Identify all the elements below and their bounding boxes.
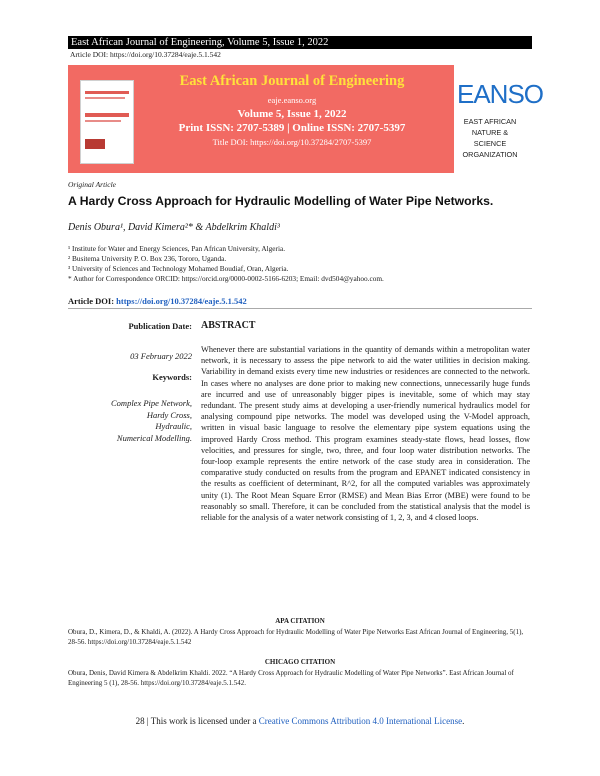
org-line: SCIENCE xyxy=(473,139,507,148)
license-prefix: This work is licensed under a xyxy=(150,716,259,726)
affiliation-item: ² Busitema University P. O. Box 236, Tororo, Uganda. xyxy=(68,254,227,263)
banner-url[interactable]: eaje.eanso.org xyxy=(267,95,317,105)
chicago-citation-text: Obura, Denis, David Kimera & Abdelkrim Khaldi. 2022. “A Hardy Cross Approach for Hydraulic Modelling of Water Pipe Networks”. East African Journal of Engineering 5 (1), 28-56. https://doi.org/10.37284/eaje.5.1.542. xyxy=(68,669,514,687)
journal-cover-image xyxy=(80,80,134,164)
article-authors: Denis Obura¹, David Kimera²* & Abdelkrim Khaldi³ xyxy=(68,222,280,233)
page-number: 28 xyxy=(135,716,145,726)
organization-name xyxy=(456,116,524,160)
affiliation-item: ³ University of Sciences and Technology Mohamed Boudiaf, Oran, Algeria. xyxy=(68,264,289,273)
banner-text xyxy=(130,65,454,147)
article-doi-link[interactable]: https://doi.org/10.37284/eaje.5.1.542 xyxy=(116,296,247,306)
article-meta xyxy=(68,321,192,444)
license-link[interactable]: Creative Commons Attribution 4.0 International License xyxy=(258,716,463,726)
affiliation-item: * Author for Correspondence ORCID: https://orcid.org/0000-0002-5166-6203; Email: dvd504@yahoo.com. xyxy=(68,274,384,283)
org-line: EAST AFRICAN xyxy=(463,117,517,126)
abstract-heading: ABSTRACT xyxy=(201,320,256,331)
org-line: NATURE & xyxy=(471,128,509,137)
keywords-list xyxy=(68,398,192,444)
keyword: Hydraulic, xyxy=(155,421,192,431)
keywords-label: Keywords: xyxy=(152,372,192,382)
divider xyxy=(68,308,532,309)
page-footer xyxy=(0,716,600,726)
eanso-logo xyxy=(457,79,544,109)
keyword: Numerical Modelling. xyxy=(116,432,192,443)
banner-issn: Print ISSN: 2707-5389 | Online ISSN: 2707-5397 xyxy=(178,122,406,134)
article-title: A Hardy Cross Approach for Hydraulic Modelling of Water Pipe Networks. xyxy=(68,194,494,208)
article-type: Original Article xyxy=(68,180,116,189)
eanso-logo-mark: EANSO xyxy=(457,79,544,109)
journal-line: East African Journal of Engineering, Volume 5, Issue 1, 2022 xyxy=(71,37,329,48)
apa-citation-text: Obura, D., Kimera, D., & Khaldi, A. (2022). A Hardy Cross Approach for Hydraulic Modelling of Water Pipe Networks East African Journal of Engineering, 5(1), 28-56. https://doi.org/10.37284/eaje.5.1.542 xyxy=(68,628,524,646)
license-suffix: . xyxy=(462,716,465,726)
article-doi-label: Article DOI: xyxy=(68,296,117,306)
affiliation-item: ¹ Institute for Water and Energy Sciences, Pan African University, Algeria. xyxy=(68,244,286,253)
keyword: Hardy Cross, xyxy=(146,409,192,420)
apa-citation-heading: APA CITATION xyxy=(275,617,325,625)
chicago-citation-heading: CHICAGO CITATION xyxy=(264,658,336,666)
affiliations xyxy=(68,244,384,284)
banner-journal-name: East African Journal of Engineering xyxy=(179,73,405,89)
keyword: Complex Pipe Network, xyxy=(111,398,192,408)
publication-date: 03 February 2022 xyxy=(130,351,192,361)
footer-separator: | xyxy=(144,716,151,726)
journal-header-bar xyxy=(68,36,532,49)
article-doi-header: Article DOI: https://doi.org/10.37284/eaje.5.1.542 xyxy=(70,50,221,59)
banner-title-doi[interactable]: Title DOI: https://doi.org/10.37284/2707-5397 xyxy=(212,137,372,147)
abstract-text: Whenever there are substantial variations in the quantity of demands within a metropolitan water network, it is necessary to assess the pipe network to aid the water utilities in decision making. Variability in demand exists every time new industries or residences are connected to the network. In cases where no analyses are done prior to making new connections, unnecessarily huge funds are incurred and use of unreasonably bigger pipes is inevitable, some of which may stay redundant. The present study aims at developing a user-friendly numerical hydraulics model for analysing compound pipe networks. The model was developed using the V-Model approach, written in visual basic language to resolve the elementary pipe system equations using the improved Hardy Cross method. This program examines steady-state flows, head losses, flow velocities, and pressures for single, two, three, and four loop water distribution networks. The four-loop example represents the entire network of the case study area in consideration. The comparative study conducted on results from the program and EPANET indicated consistency in the results as coefficient of determinant, R^2, for all the computed variables was approximately unity (1). The Root Mean Square Error (RMSE) and Mean Bias Error (MBE) were found to be reasonably so small. Therefore, it can be concluded from the statistical analysis that the model is reliable for the analysis of a water network consisting of 1, 2, 3, and 4 closed loops. xyxy=(201,345,530,523)
article-doi xyxy=(68,296,247,306)
publication-date-label: Publication Date: xyxy=(128,321,192,331)
banner-volume: Volume 5, Issue 1, 2022 xyxy=(237,108,347,120)
org-line: ORGANIZATION xyxy=(462,150,518,159)
